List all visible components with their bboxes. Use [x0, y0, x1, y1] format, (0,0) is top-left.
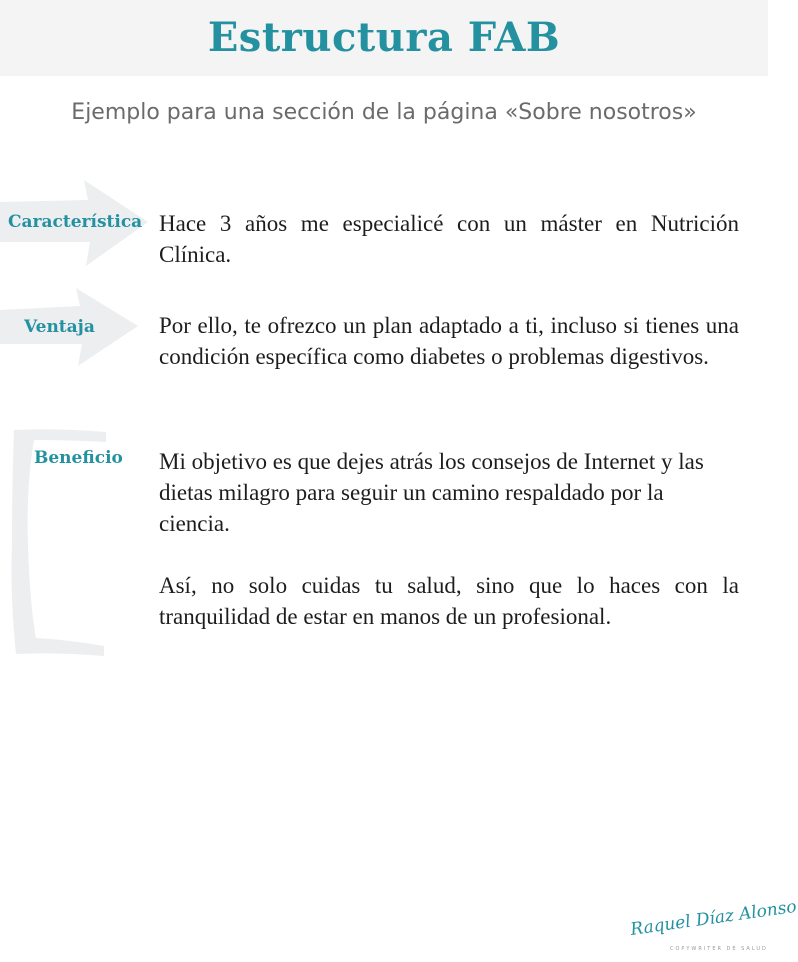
signature-logo	[629, 896, 798, 958]
signature-tagline: COPYWRITER DE SALUD	[670, 946, 768, 952]
paragraph-caracteristica: Hace 3 años me especialicé con un máster en Nutrición Clínica.	[159, 211, 739, 267]
label-caracteristica: Característica	[8, 212, 143, 232]
label-ventaja: Ventaja	[24, 317, 95, 337]
page-title: Estructura FAB	[207, 14, 561, 61]
paragraph-beneficio: Mi objetivo es que dejes atrás los consejos de Internet y las dietas milagro para seguir un camino respaldado por la ciencia.	[159, 449, 704, 536]
paragraph-ventaja: Por ello, te ofrezco un plan adaptado a ti, incluso si tienes una condición específica como diabetes o problemas digestivos.	[159, 313, 739, 369]
page-subtitle: Ejemplo para una sección de la página «Sobre nosotros»	[71, 100, 697, 125]
signature-name: Raquel Díaz Alonso	[629, 896, 798, 940]
label-beneficio: Beneficio	[34, 448, 123, 468]
paragraph-beneficio-2: Así, no solo cuidas tu salud, sino que lo haces con la tranquilidad de estar en manos de un profesional.	[159, 573, 739, 629]
